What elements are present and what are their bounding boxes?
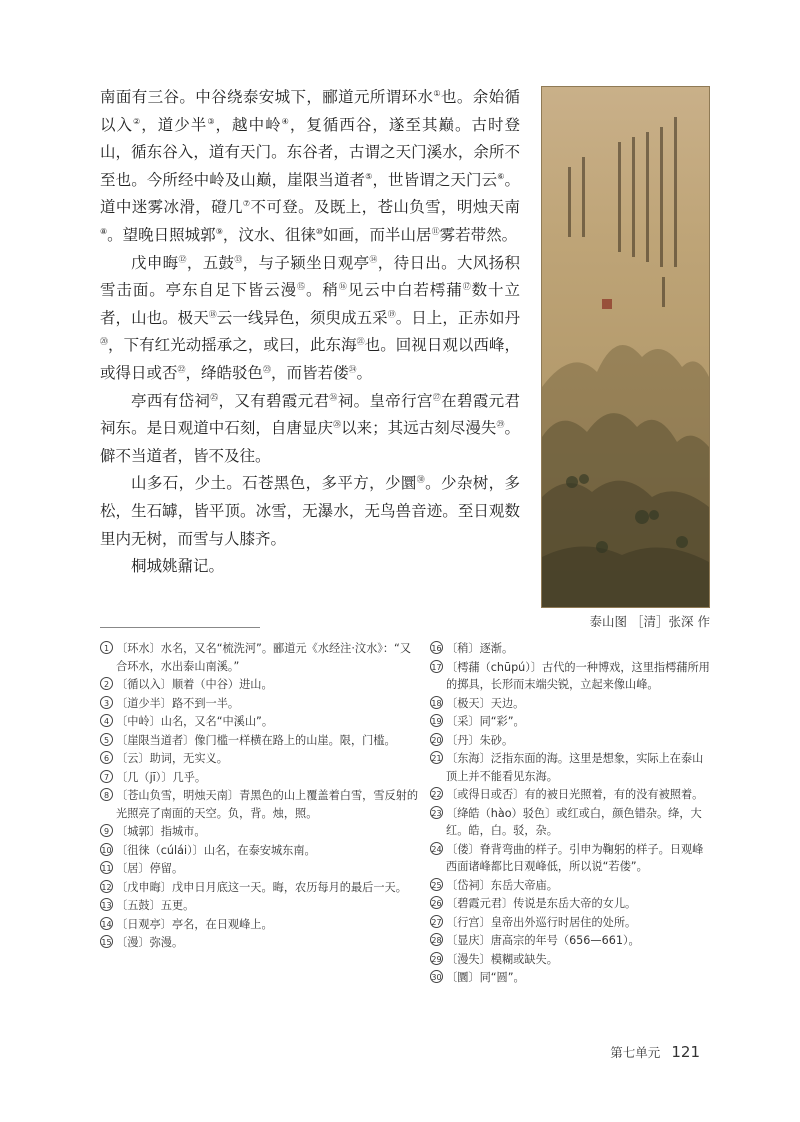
footnote-marker: ㉗ [432, 392, 442, 402]
text-run: 桐城姚鼐记。 [131, 557, 225, 576]
footnote-marker: ⑪ [431, 226, 440, 236]
footnote-marker: ㉘ [333, 420, 342, 430]
text-run: 如画，而半山居 [323, 225, 432, 244]
footnote-item [100, 823, 420, 841]
footnote-number: 3 [100, 696, 113, 709]
footnote-marker: ㉒ [177, 364, 186, 374]
footnote-marker: ② [133, 116, 142, 126]
footnote-item [430, 695, 712, 713]
footnote-marker: ⑨ [215, 226, 223, 236]
footnote-number: 25 [430, 878, 443, 891]
text-run: 在碧霞元君祠东。是日观道中石刻，自唐显庆 [100, 391, 520, 438]
footnote-number: 15 [100, 935, 113, 948]
text-run: ，下有红光动摇承之，或曰，此东海 [108, 336, 357, 355]
footnote-item [100, 860, 420, 878]
footnote-item [100, 695, 420, 713]
footnote-text: 〔偻〕脊背弯曲的样子。引申为鞠躬的样子。日观峰西面诸峰都比日观峰低，所以说“若偻”。 [446, 842, 704, 873]
footnote-number: 5 [100, 733, 113, 746]
footnote-text: 〔岱祠〕东岳大帝庙。 [446, 878, 558, 892]
text-run: 。僻不当道者，皆不及往。 [100, 419, 520, 465]
footnote-item [100, 750, 420, 768]
footnote-marker: ① [433, 89, 441, 98]
footnote-item [430, 841, 712, 876]
painting-image [541, 86, 710, 608]
text-run: 戊申晦 [131, 253, 179, 272]
footnote-item [100, 713, 420, 731]
text-run: 。日上，正赤如丹 [395, 308, 520, 327]
footnote-divider [100, 627, 260, 628]
text-run: 也。余始循以入 [100, 88, 520, 134]
footnote-number: 9 [100, 824, 113, 837]
footnote-marker: ㉖ [329, 392, 338, 402]
footnote-item [430, 805, 712, 840]
footnote-marker: ⑤ [365, 171, 373, 181]
footnote-marker: ⑩ [315, 226, 324, 236]
paragraph-4 [100, 470, 520, 553]
footnote-marker: ㉙ [496, 420, 505, 430]
footnote-number: 17 [430, 660, 443, 673]
footnote-text: 〔几（jī）〕几乎。 [116, 770, 207, 784]
footnote-text: 〔中岭〕山名，又名“中溪山”。 [116, 715, 274, 728]
footnote-marker: ㉔ [348, 364, 357, 374]
footnote-item [430, 732, 712, 750]
paragraph-5 [100, 553, 520, 581]
footnote-text: 〔道少半〕路不到一半。 [116, 696, 240, 710]
footnote-item [430, 786, 712, 804]
footnote-marker: ㉕ [210, 392, 219, 402]
footnote-item [430, 895, 712, 913]
text-run: ，与子颍坐日观亭 [242, 253, 370, 272]
footnote-item [100, 916, 420, 934]
footnote-number: 30 [430, 970, 443, 983]
text-run: 雾若带然。 [439, 225, 518, 244]
unit-label: 第七单元 [610, 1045, 661, 1060]
text-run: ，道少半 [141, 115, 208, 134]
text-run: 以来；其远古刻尽漫失 [341, 419, 497, 438]
text-run: 。望晚日照城郭 [107, 225, 216, 244]
footnote-marker: ⑯ [338, 282, 348, 292]
footnote-item [430, 969, 712, 987]
text-run: ，而皆若偻 [271, 363, 349, 382]
page-number: 121 [671, 1043, 700, 1061]
footnote-marker: ③ [207, 116, 216, 126]
footnote-marker: ⑮ [297, 282, 306, 292]
paragraph-1 [100, 84, 520, 250]
footnote-text: 〔戊申晦〕戊申日月底这一天。晦，农历每月的最后一天。 [116, 880, 407, 894]
landscape-painting-illustration [542, 87, 709, 607]
text-run: 也。回视日观以西峰，或得日或否 [100, 336, 520, 382]
footnote-text: 〔樗蒱（chūpú）〕古代的一种博戏，这里指樗蒱所用的掷具，长形而末端尖锐，立起来像山峰。 [446, 660, 710, 691]
text-run: ，绛皓驳色 [185, 363, 264, 382]
footnote-text: 〔绛皓（hào）驳色〕或红或白，颜色错杂。绛，大红。皓，白。驳，杂。 [446, 806, 702, 837]
footnote-number: 11 [100, 861, 113, 874]
text-run: 。道中迷雾冰滑，磴几 [100, 170, 521, 217]
calligraphy-marks [568, 117, 677, 307]
paragraph-2 [100, 250, 520, 388]
footnote-marker: ⑱ [208, 309, 217, 319]
footnote-item [430, 713, 712, 731]
footnote-item [100, 934, 420, 952]
text-run: 见云中白若樗蒱 [347, 281, 463, 300]
footnote-marker: ⑬ [234, 254, 243, 264]
footnote-text: 〔漫失〕模糊或缺失。 [446, 952, 558, 966]
footnote-text: 〔日观亭〕亭名，在日观峰上。 [116, 917, 273, 931]
paragraph-3 [100, 388, 520, 471]
footnote-number: 28 [430, 933, 443, 946]
footnote-marker: ⑭ [369, 254, 378, 264]
footnotes-left [100, 640, 420, 953]
footnote-text: 〔圜〕同“圆”。 [446, 971, 525, 984]
footnote-item [100, 640, 420, 675]
footnote-item [430, 659, 712, 694]
footnote-item [100, 676, 420, 694]
text-run: ，汶水、徂徕 [222, 225, 316, 244]
footnote-marker: ⑥ [497, 171, 505, 181]
footnote-text: 〔或得日或否〕有的被日光照着，有的没有被照着。 [446, 788, 704, 801]
footnote-text: 〔稍〕逐渐。 [446, 642, 514, 655]
footnote-marker: ㉚ [416, 475, 426, 485]
footnote-item [430, 932, 712, 950]
page-footer [610, 1042, 700, 1061]
text-run: 。少杂树，多松，生石罅，皆平顶。冰雪，无瀑水，无鸟兽音迹。至日观数里内无树，而雪与人膝齐。 [100, 474, 520, 548]
text-run: ，待日出。大风扬积雪击面。亭东自足下皆云漫 [100, 253, 520, 300]
text-run: ，五鼓 [186, 253, 235, 272]
footnote-text: 〔碧霞元君〕传说是东岳大帝的女儿。 [446, 897, 637, 910]
footnote-number: 29 [430, 952, 443, 965]
footnote-item [100, 769, 420, 787]
footnote-text: 〔极天〕天边。 [446, 696, 525, 710]
footnote-number: 22 [430, 787, 443, 800]
text-run: 不可登。及既上，苍山负雪，明烛天南 [250, 198, 520, 217]
footnote-number: 27 [430, 915, 443, 928]
footnotes-right [430, 640, 712, 988]
text-run: ，世皆谓之天门云 [372, 170, 498, 189]
footnote-text: 〔苍山负雪，明烛天南〕青黑色的山上覆盖着白雪，雪反射的光照亮了南面的天空。负，背。烛，照。 [116, 789, 419, 820]
footnote-text: 〔漫〕弥漫。 [116, 936, 184, 949]
footnote-number: 4 [100, 714, 113, 727]
footnote-item [430, 877, 712, 895]
footnote-marker: ⑫ [178, 254, 187, 264]
footnote-marker: ㉑ [356, 337, 365, 347]
footnote-number: 16 [430, 641, 443, 654]
footnote-item [430, 951, 712, 969]
footnote-number: 1 [100, 641, 113, 654]
footnote-number: 2 [100, 677, 113, 690]
footnote-marker: ⑧ [100, 226, 108, 236]
footnote-number: 21 [430, 751, 443, 764]
footnote-text: 〔五鼓〕五更。 [116, 899, 195, 912]
footnote-item [100, 879, 420, 897]
text-run: 。 [356, 363, 373, 382]
footnote-marker: ④ [281, 116, 290, 126]
footnote-text: 〔徂徕（cúlái）〕山名，在泰安城东南。 [116, 843, 316, 857]
text-run: 云一线异色，须臾成五采 [216, 308, 388, 327]
footnote-marker: ⑳ [100, 337, 109, 347]
footnote-item [100, 787, 420, 822]
footnote-number: 7 [100, 770, 113, 783]
footnote-number: 14 [100, 917, 113, 930]
footnote-number: 24 [430, 842, 443, 855]
text-run: ，复循西谷，遂至其巅。古时登山，循东谷入，道有天门。东谷者，古谓之天门溪水，余所不至也。今所经中岭及山巅，崖限当道者 [100, 115, 521, 189]
footnote-number: 10 [100, 843, 113, 856]
main-text [100, 84, 520, 581]
text-run: 数十立者，山也。极天 [100, 281, 520, 327]
footnote-number: 8 [100, 788, 113, 801]
footnote-marker: ⑲ [387, 309, 396, 319]
footnote-text: 〔行宫〕皇帝出外巡行时居住的处所。 [446, 915, 637, 929]
footnote-text: 〔采〕同“彩”。 [446, 715, 525, 728]
footnote-text: 〔循以入〕顺着（中谷）进山。 [116, 678, 273, 691]
footnote-number: 23 [430, 806, 443, 819]
footnote-marker: ⑦ [242, 199, 251, 209]
text-run: 山多石，少土。石苍黑色，多平方，少圜 [131, 474, 417, 493]
footnote-text: 〔环水〕水名，又名“梳洗河”。郦道元《水经注·汶水》：“又合环水，水出泰山南溪。” [116, 642, 412, 673]
text-run: ，越中岭 [215, 115, 282, 134]
footnote-text: 〔丹〕朱砂。 [446, 733, 514, 747]
footnote-item [430, 750, 712, 785]
footnote-number: 12 [100, 880, 113, 893]
footnote-number: 18 [430, 696, 443, 709]
footnote-item [100, 732, 420, 750]
footnote-text: 〔居〕停留。 [116, 862, 184, 875]
footnote-text: 〔云〕助词，无实义。 [116, 752, 228, 765]
footnote-number: 19 [430, 714, 443, 727]
text-run: 亭西有岱祠 [131, 391, 211, 410]
text-run: 祠。皇帝行宫 [337, 391, 433, 410]
footnote-text: 〔城郭〕指城市。 [116, 825, 206, 838]
footnote-item [100, 842, 420, 860]
text-run: ，又有碧霞元君 [218, 391, 330, 410]
footnote-item [100, 897, 420, 915]
painting-caption: 泰山图 ［清］张深 作 [589, 614, 710, 629]
footnote-number: 6 [100, 751, 113, 764]
footnote-marker: ㉓ [263, 364, 272, 374]
footnote-text: 〔显庆〕唐高宗的年号（656—661）。 [446, 934, 640, 947]
footnote-number: 20 [430, 733, 443, 746]
footnote-item [430, 640, 712, 658]
footnote-marker: ⑰ [462, 282, 472, 292]
text-run: 南面有三谷。中谷绕泰安城下，郦道元所谓环水 [100, 88, 434, 106]
footnote-item [430, 914, 712, 932]
footnote-number: 26 [430, 896, 443, 909]
footnote-text: 〔崖限当道者〕像门槛一样横在路上的山崖。限，门槛。 [116, 733, 396, 747]
footnote-text: 〔东海〕泛指东面的海。这里是想象，实际上在泰山顶上并不能看见东海。 [446, 752, 704, 783]
footnote-number: 13 [100, 898, 113, 911]
text-run: 。稍 [305, 281, 339, 300]
